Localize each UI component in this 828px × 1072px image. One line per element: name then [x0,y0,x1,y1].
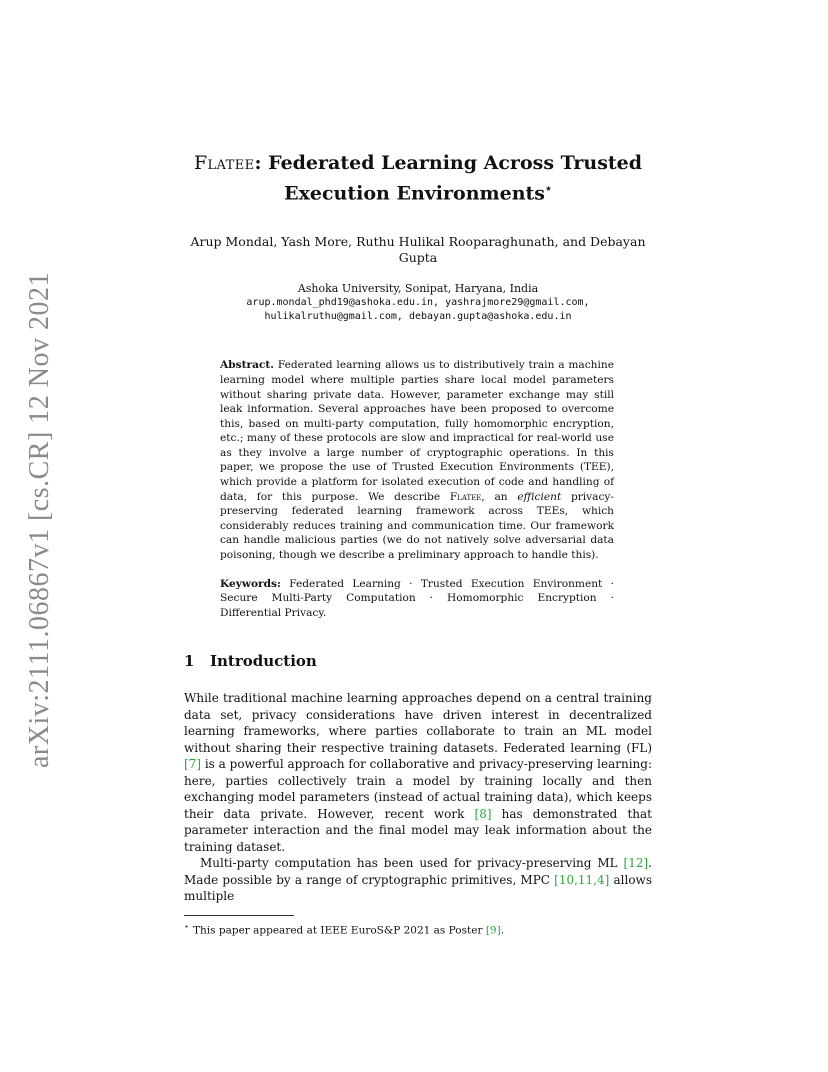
email-line-2: hulikalruthu@gmail.com, debayan.gupta@ashoka.edu.in [264,311,572,323]
abstract-text-1: Federated learning allows us to distributively train a machine learning model where multiple parties share local model parameters without sharing private data. However, parameter exchange may still leak information. Several approaches have been proposed to overcome this, based on multi-party computation, fully homomorphic encryption, etc.; many of these protocols are slow and impractical for real-world use as they involve a large number of cryptographic operations. In this paper, we propose the use of Trusted Execution Environments (TEE), which provide a platform for isolated execution of code and handling of data, for this purpose. We describe [220,359,614,503]
paragraph-1-text-b: is a powerful approach for collaborative and privacy-preserving learning: here, parties collectively train a model by training locally and then exchanging model parameters (instead of actual training data), which keeps their data private. However, recent work [184,757,652,821]
paragraph-2 [184,855,652,905]
footnote-text: This paper appeared at IEEE EuroS&P 2021 as Poster [193,924,486,937]
email-line-1: arup.mondal_phd19@ashoka.edu.in, yashrajmore29@gmail.com, [246,297,590,309]
title-line1-rest: : Federated Learning Across Trusted [254,152,643,174]
abstract-system-name: Flatee [449,490,482,503]
paragraph-1-text-a: While traditional machine learning approaches depend on a central training data set, privacy considerations have driven interest in decentralized learning frameworks, where parties collaborate to train an ML model without sharing their respective training datasets. Federated learning (FL) [184,691,652,755]
paragraph-2-text-c: allows multiple [184,872,652,904]
citation-link[interactable]: [8] [474,806,492,821]
abstract-text-2: , an [481,490,508,503]
abstract-label: Abstract. [220,359,274,372]
section-title: Introduction [210,652,317,671]
paper-page [184,150,652,937]
paper-title [184,150,652,206]
footnote-marker: ⋆ [184,921,190,931]
introduction-body [184,690,652,905]
affiliation-block [184,282,652,324]
abstract [220,358,614,562]
keywords-label: Keywords: [220,577,281,590]
keywords [220,577,614,621]
arxiv-stamp-text: arXiv:2111.06867v1 [cs.CR] 12 Nov 2021 [24,272,55,768]
keywords-text: Federated Learning · Trusted Execution Environment · Secure Multi-Party Computation · Homomorphic Encryption · Differential Privacy. [220,577,614,619]
paragraph-2-text-a: Multi-party computation has been used for privacy-preserving ML [200,856,624,871]
abstract-emphasis: efficient [517,490,562,503]
title-footnote-marker[interactable]: ⋆ [545,182,552,195]
arxiv-stamp [22,272,58,768]
citation-link[interactable]: [12] [623,856,649,871]
author-list: Arup Mondal, Yash More, Ruthu Hulikal Rooparaghunath, and Debayan Gupta [190,234,646,266]
section-number: 1 [184,652,195,671]
paragraph-1-text-c: has demonstrated that parameter interaction and the final model may leak information about the training dataset. [184,806,652,854]
affiliation: Ashoka University, Sonipat, Haryana, India [297,282,539,296]
citation-link[interactable]: [9] [485,924,501,937]
abstract-text-3: privacy-preserving federated learning framework across TEEs, which considerably reduces training and communication time. Our framework can handle malicious parties (we do not natively solve adversarial data poisoning, though we describe a preliminary approach to handle this). [220,490,614,562]
paragraph-2-text-b: . Made possible by a range of cryptographic primitives, MPC [184,856,652,887]
footnote-end: . [500,924,505,937]
citation-link[interactable]: [10,11,4] [554,872,610,887]
paragraph-1 [184,690,652,855]
citation-link[interactable]: [7] [184,757,201,772]
footnote-divider [184,915,294,916]
title-line2: Execution Environments [284,182,546,205]
title-system-name: Flatee [193,152,255,174]
footnote [184,920,652,938]
section-heading [184,652,652,670]
